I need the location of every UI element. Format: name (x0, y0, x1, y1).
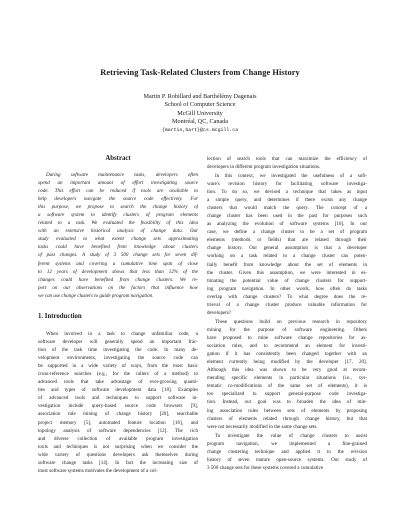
text-line: this purpose, we propose to search the change history of (38, 204, 198, 211)
text-line: change clustering technique and applied it to the revision (207, 449, 367, 456)
right-column (207, 0, 367, 518)
left-column (38, 0, 198, 518)
text-line: lection of search tools that can maximize the efficiency of (207, 156, 367, 162)
text-line: advanced tools that take advantage of ever-growing quanti- (38, 379, 198, 386)
right-paragraph-2 (207, 172, 367, 317)
introduction-body (38, 330, 198, 475)
text-line: mining for the purpose of software engineering. Others (207, 327, 367, 334)
text-line: have proposed to mine software change repositories for as- (207, 335, 367, 342)
text-line: association rule mining of change history [20], searchable (38, 411, 198, 418)
text-line: cross-reference searches (e.g., for the callers of a method) to (38, 371, 198, 378)
text-line: were not necessarily modified in the same change sets. (207, 423, 318, 430)
text-line: elements (methods or fields) that are related through their (207, 237, 367, 244)
text-line: In this context, we investigated the usefulness of a soft- (215, 173, 367, 179)
text-line: tasks could have benefited from knowledge about clusters (38, 244, 198, 251)
right-paragraph-3 (207, 318, 367, 431)
text-line: ferent systems and covering a cumulative time span of close (38, 260, 198, 267)
text-line: topology analysis of software dependencies [12]. The rich (38, 427, 198, 434)
author-department: School of Computer Science (164, 101, 236, 109)
abstract-heading: Abstract (105, 155, 131, 162)
text-line: tion. To do so, we devised a technique that takes as input (207, 189, 367, 196)
text-line: program navigation, we implemented a fine-grained (207, 441, 367, 448)
text-line: we can use change clusters to guide program navigation. (38, 292, 154, 299)
text-line: trieval of a change cluster produce valuable information for (207, 301, 367, 308)
right-paragraph-4 (207, 432, 367, 472)
text-line: code. This effort can be reduced if tools are available to (38, 188, 198, 195)
text-line: change history. Our general assumption is that a developer (207, 245, 367, 252)
introduction-heading: 1. Introduction (38, 313, 82, 320)
text-line: clusters of elements related through change history, but that (207, 415, 367, 422)
text-line: ing association rules between sets of elements by proposing (207, 407, 367, 414)
text-line: spend an important amount of effort investigating source (38, 180, 198, 187)
text-line: port on our observations on the factors that influence how (38, 284, 198, 291)
text-line: These questions build on previous research in repository (215, 319, 367, 325)
text-line: and diverse collection of available program investigation (38, 435, 198, 442)
text-line: ties and types of software development data [18]. Examples (38, 387, 198, 394)
text-line: change cluster has been used in the past for purposes such (207, 213, 367, 220)
text-line: When involved in a task to change unfamiliar code, a (46, 331, 198, 337)
text-line: tion. Instead, our goal was to broaden the idea of min- (207, 399, 367, 406)
text-line: developers? (207, 309, 232, 316)
author-university: McGill University (177, 109, 223, 117)
text-line: Although this idea was shown to be very good at recom- (207, 367, 367, 374)
text-line: history of seven mature open-source systems. Our study of (207, 457, 367, 464)
text-line: help developers navigate the source code effectively. For (38, 196, 198, 203)
text-line: the cluster. Given this assumption, we were interested in es- (207, 269, 367, 276)
text-line: element currently being modified by the developer [17, 20]. (207, 359, 367, 366)
author-email: {martin,bart}@cs.mcgill.ca (161, 127, 239, 133)
text-line: most software systems motivates the development of a col- (38, 467, 158, 474)
text-line: working on a task related to a change cluster can poten- (207, 253, 367, 260)
text-line: of advanced tools and techniques to support software in- (38, 395, 198, 402)
abstract-body (38, 171, 198, 300)
text-line: a simple query, and determines if there exists any change (207, 197, 367, 204)
text-line: related to a task. We evaluated the feasibility of this idea (38, 220, 198, 227)
author-location: Montréal, QC, Canada (171, 118, 229, 126)
text-line: study evaluated to what extent change sets approximating (38, 236, 198, 243)
text-line: to 12 years of development shows that less than 12% of the (38, 268, 198, 275)
text-line: a software system to identify clusters of program elements (38, 212, 198, 219)
text-line: sociation rules, and to recommend an element for investi- (207, 343, 367, 350)
text-line: tools and techniques is not surprising when we consider the (38, 443, 198, 450)
text-line: clusters that would match the query. The concept of a (207, 205, 367, 212)
text-line: gation if it has consistently been changed together with an (207, 351, 367, 358)
paper-title: Retrieving Task-Related Clusters from Change History (100, 68, 300, 77)
text-line: ing program navigation. In other words, how often do tasks (207, 285, 367, 292)
text-line: tion of the task time investigating the code. In many de- (38, 347, 198, 354)
text-line: too specialized to support general-purpose code investiga- (207, 391, 367, 398)
text-line: be supported in a wide variety of ways, from the most basic (38, 363, 198, 370)
text-line: ware's revision history for facilitating software investiga- (207, 181, 367, 188)
text-line: overlap with change clusters? To what degree does the re- (207, 293, 367, 300)
text-line: developers in different program investigation situations. (207, 164, 321, 171)
right-paragraph-1 (207, 155, 367, 171)
text-line: project memory [5], automated feature location [16], and (38, 419, 198, 426)
text-line: 3 500 change sets for these systems covered a cumulative (207, 465, 324, 472)
text-line: vestigation include query-based source code browsers [9], (38, 403, 198, 410)
text-line: software developer will generally spend an important frac- (38, 339, 198, 346)
text-line: tially benefit from knowledge about the set of elements in (207, 261, 367, 268)
author-names: Martin P. Robillard and Barthélémy Dagenais (143, 93, 257, 100)
text-line: wide variety of questions developers ask themselves during (38, 451, 198, 458)
text-line: changes could have benefited from change clusters. We re- (38, 276, 198, 283)
text-line: To investigate the value of change clusters to assist (215, 433, 367, 439)
text-line: software change tasks [14]. In fact the increasing size of (38, 459, 198, 466)
text-line: During software maintenance tasks, developers often (46, 172, 198, 178)
text-line: with an extensive historical analysis of change data. Our (38, 228, 198, 235)
text-line: of past changes. A study of 3 500 change sets for seven dif- (38, 252, 198, 259)
text-line: mending specific elements in particular situations (i.e., sys- (207, 375, 367, 382)
text-line: timating the potential value of change clusters for support- (207, 277, 367, 284)
text-line: velopment environments, investigating the source code can (38, 355, 198, 362)
text-line: case, we define a change cluster to be a set of program (207, 229, 367, 236)
text-line: as analyzing the evolution of software systems [10]. In our (207, 221, 367, 228)
text-line: tematic co-modifications of the same set of elements), it is (207, 383, 367, 390)
